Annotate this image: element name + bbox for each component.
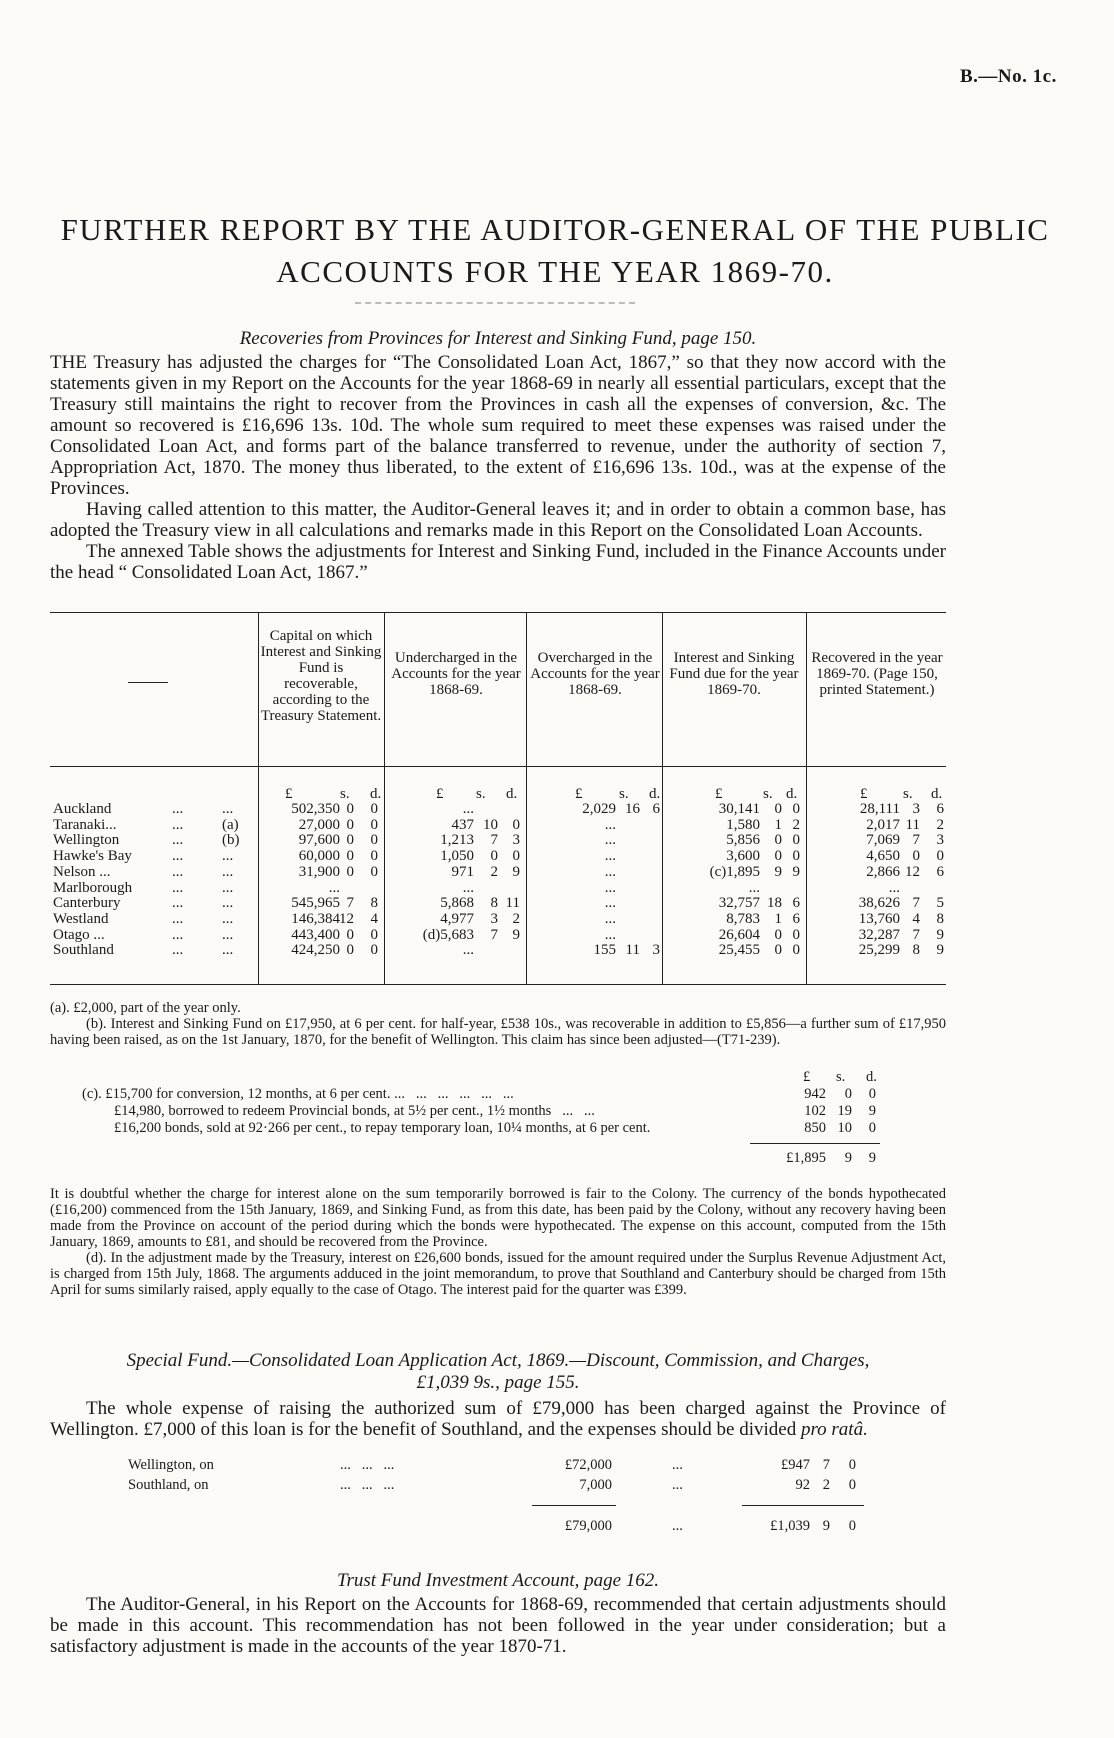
calc-line-pounds: 102 <box>804 1103 826 1119</box>
row-mark: (a) <box>222 816 239 833</box>
interest-due-pence: 2 <box>792 816 800 833</box>
calc-line-pounds: 942 <box>804 1086 826 1102</box>
overcharged-pence: 6 <box>652 801 660 817</box>
paragraph: The annexed Table shows the adjustments for Interest and Sinking Fund, included in the Finance Accounts under the head “ Consolidated Loan Act, 1867.” <box>50 541 946 583</box>
province-name: Otago ... <box>53 926 105 943</box>
calc-line-shillings: 0 <box>844 1086 852 1102</box>
row-mark: ... <box>222 879 234 896</box>
province-name: Nelson ... <box>53 863 111 880</box>
apportion-shillings: 7 <box>822 1457 830 1473</box>
table-row <box>0 817 1114 834</box>
paragraph: Having called attention to this matter, the Auditor-General leaves it; and in order to obtain a common base, has adopted the Treasury view in all calculations and remarks made in this Report on the Consolidated Loan Accounts. <box>50 499 946 541</box>
capital-pence: 0 <box>370 942 378 959</box>
calc-line-shillings: 19 <box>837 1103 852 1119</box>
interest-due-pounds: 26,604 <box>718 926 760 943</box>
table-row <box>0 832 1114 849</box>
undercharged-pounds: 437 <box>451 816 474 833</box>
leader-dots: ... <box>672 1477 683 1493</box>
calc-line-pence: 0 <box>868 1120 876 1136</box>
footnotes-a-b <box>50 1000 946 1048</box>
apportion-pence: 0 <box>848 1457 856 1473</box>
apportion-pence: 0 <box>848 1477 856 1493</box>
report-title-line2: ACCOUNTS FOR THE YEAR 1869-70. <box>276 254 834 289</box>
table-row <box>0 927 1114 944</box>
apportion-label: Wellington, on <box>128 1457 214 1473</box>
calc-total-shillings: 9 <box>844 1150 852 1166</box>
overcharged-pounds: ... <box>604 848 616 865</box>
recovered-shillings: 3 <box>912 801 920 817</box>
unit-pence: d. <box>786 786 798 802</box>
interest-due-shillings: 0 <box>774 832 782 849</box>
interest-due-pounds: (c)1,895 <box>709 863 760 880</box>
undercharged-pounds: ... <box>462 879 474 896</box>
capital-shillings: 0 <box>346 863 354 880</box>
capital-pounds: ... <box>328 879 340 896</box>
document-reference: B.—No. 1c. <box>960 66 1057 87</box>
province-name: Southland <box>53 942 114 959</box>
undercharged-pounds: ... <box>462 942 474 959</box>
interest-due-pounds: 1,580 <box>726 816 760 833</box>
leader-dots: ... <box>672 1457 683 1473</box>
column-header-interest-due: Interest and Sinking Fund due for the year 1869-70. <box>669 650 799 698</box>
interest-due-shillings: 0 <box>774 848 782 865</box>
overcharged-pounds: ... <box>604 832 616 849</box>
paragraph: It is doubtful whether the charge for interest alone on the sum temporarily borrowed is fair to the Colony. The currency of the bonds hypothecated (£16,200) commenced from the 15th January, 1869, and Sinking Fund, as from this date, has been paid by the Colony, without any recovery having been made from the Province on account of the period during which the bonds were hypothecated. The expense on this account, computed from the 15th January, 1869, amounts to £81, and should be recovered from the Province. <box>50 1186 946 1250</box>
recovered-pounds: 38,626 <box>858 895 900 912</box>
interest-due-pounds: ... <box>748 879 760 896</box>
overcharged-shillings: 16 <box>625 801 640 817</box>
capital-shillings: 0 <box>346 832 354 849</box>
recovered-shillings: 11 <box>905 816 920 833</box>
leader-dots: ... <box>172 801 184 817</box>
interest-due-pence: 6 <box>792 895 800 912</box>
unit-shillings: s. <box>476 786 486 802</box>
interest-due-pence: 0 <box>792 942 800 959</box>
unit-pence: d. <box>370 786 382 802</box>
column-header-recovered: Recovered in the year 1869-70. (Page 150, printed Statement.) <box>811 650 943 698</box>
apportion-pounds: £947 <box>781 1457 810 1473</box>
calc-total-pence: 9 <box>868 1150 876 1166</box>
recovered-shillings: 7 <box>912 832 920 849</box>
column-header-capital: Capital on which Interest and Sinking Fund is recoverable, according to the Treasury Statement. <box>260 628 382 724</box>
overcharged-pounds: 155 <box>593 942 616 959</box>
report-title-line1: FURTHER REPORT BY THE AUDITOR-GENERAL OF THE PUBLIC <box>60 212 1050 247</box>
paragraph <box>50 1398 946 1440</box>
capital-pence: 0 <box>370 801 378 817</box>
calc-line-label: (c). £15,700 for conversion, 12 months, at 6 per cent. ... ... ... ... ... ... <box>82 1086 514 1102</box>
undercharged-pence: 0 <box>512 816 520 833</box>
table-row <box>0 880 1114 897</box>
interest-due-pounds: 5,856 <box>726 832 760 849</box>
capital-shillings: 0 <box>346 926 354 943</box>
unit-pence: d. <box>506 786 518 802</box>
interest-due-pounds: 8,783 <box>726 910 760 927</box>
recovered-pounds: 32,287 <box>858 926 900 943</box>
overcharged-pounds: ... <box>604 926 616 943</box>
leader-dots: ... <box>172 926 184 943</box>
undercharged-shillings: 7 <box>490 926 498 943</box>
unit-shillings: s. <box>763 786 773 802</box>
apportion-shillings: 2 <box>822 1477 830 1493</box>
capital-pence: 0 <box>370 816 378 833</box>
capital-pence: 0 <box>370 863 378 880</box>
apportion-total-shillings: 9 <box>822 1518 830 1534</box>
header-blank-dash <box>128 682 168 683</box>
interest-due-shillings: 0 <box>774 942 782 959</box>
recovered-pounds: 4,650 <box>866 848 900 865</box>
section3-body <box>50 1594 946 1657</box>
interest-due-shillings: 1 <box>774 816 782 833</box>
undercharged-pounds: 971 <box>451 863 474 880</box>
recovered-pounds: ... <box>888 879 900 896</box>
capital-shillings: 0 <box>346 848 354 865</box>
capital-shillings: 0 <box>346 816 354 833</box>
capital-pounds: 60,000 <box>298 848 340 865</box>
recovered-pounds: 25,299 <box>858 942 900 959</box>
table-row <box>0 848 1114 865</box>
undercharged-pounds: 1,213 <box>440 832 474 849</box>
paragraph-text: The whole expense of raising the authorized sum of £79,000 has been charged against the Province of Wellington. £7,000 of this loan is for the benefit of Southland, and the expenses should be divided <box>50 1398 946 1440</box>
apportion-amount: 7,000 <box>579 1477 612 1493</box>
overcharged-shillings: 11 <box>625 942 640 959</box>
province-name: Hawke's Bay <box>53 848 132 865</box>
recovered-pence: 5 <box>936 895 944 912</box>
row-mark: ... <box>222 942 234 959</box>
table-top-rule <box>50 612 946 613</box>
leader-dots: ... ... ... <box>340 1477 395 1493</box>
recovered-pounds: 7,069 <box>866 832 900 849</box>
recovered-pence: 6 <box>936 801 944 817</box>
undercharged-shillings: 3 <box>490 910 498 927</box>
calc-total-pounds: £1,895 <box>786 1150 826 1166</box>
recovered-pence: 0 <box>936 848 944 865</box>
pro-rata: pro ratâ. <box>800 1419 868 1440</box>
interest-due-pence: 9 <box>792 863 800 880</box>
recovered-pence: 9 <box>936 942 944 959</box>
interest-due-pounds: 25,455 <box>718 942 760 959</box>
undercharged-pounds: (d)5,683 <box>422 926 474 943</box>
row-mark: ... <box>222 801 234 817</box>
overcharged-pounds: 2,029 <box>582 801 616 817</box>
calc-line-label: £14,980, borrowed to redeem Provincial bonds, at 5½ per cent., 1½ months ... ... <box>114 1103 595 1119</box>
undercharged-pence: 9 <box>512 926 520 943</box>
interest-due-shillings: 18 <box>767 895 782 912</box>
calc-line-label: £16,200 bonds, sold at 92·266 per cent., to repay temporary loan, 10¼ months, at 6 per cent. <box>114 1120 651 1136</box>
unit-shillings: s. <box>836 1069 846 1085</box>
unit-shillings: s. <box>340 786 350 802</box>
leader-dots: ... <box>172 848 184 865</box>
leader-dots: ... ... ... <box>340 1457 395 1473</box>
row-mark: ... <box>222 895 234 912</box>
capital-pounds: 443,400 <box>291 926 340 943</box>
row-mark: ... <box>222 910 234 927</box>
calc-total-rule <box>750 1143 880 1144</box>
unit-pence: d. <box>866 1069 877 1085</box>
province-name: Canterbury <box>53 895 121 912</box>
leader-dots: ... <box>172 942 184 959</box>
capital-pence: 0 <box>370 848 378 865</box>
interest-due-pounds: 32,757 <box>718 895 760 912</box>
row-mark: ... <box>222 848 234 865</box>
recovered-pence: 2 <box>936 816 944 833</box>
unit-pounds: £ <box>575 786 583 802</box>
paragraph: THE Treasury has adjusted the charges for “The Consolidated Loan Act, 1867,” so that they now accord with the statements given in my Report on the Accounts for the year 1868-69 in nearly all essential particulars, except that the Treasury still maintains the right to recover from the Provinces in cash all the expenses of conversion, &c. The amount so recovered is £16,696 13s. 10d. The whole sum required to meet these expenses was raised under the Consolidated Loan Act, and forms part of the balance transferred to revenue, under the authority of section 7, Appropriation Act, 1870. The money thus liberated, to the extent of £16,696 13s. 10d., was at the expense of the Provinces. <box>50 352 946 499</box>
capital-pounds: 97,600 <box>298 832 340 849</box>
interest-due-pence: 6 <box>792 910 800 927</box>
interest-due-pence: 0 <box>792 801 800 817</box>
table-row <box>0 801 1114 818</box>
leader-dots: ... <box>172 910 184 927</box>
overcharged-pounds: ... <box>604 895 616 912</box>
footnote-a: (a). £2,000, part of the year only. <box>50 1000 241 1016</box>
section-heading-recoveries: Recoveries from Provinces for Interest and Sinking Fund, page 150. <box>239 328 757 349</box>
undercharged-pence: 9 <box>512 863 520 880</box>
interest-due-shillings: 1 <box>774 910 782 927</box>
interest-due-pence: 0 <box>792 832 800 849</box>
row-mark: ... <box>222 926 234 943</box>
capital-pounds: 424,250 <box>291 942 340 959</box>
unit-pounds: £ <box>860 786 868 802</box>
table-row <box>0 911 1114 928</box>
footnote-d: (d). In the adjustment made by the Treasury, interest on £26,600 bonds, issued for the amount required under the Surplus Revenue Adjustment Act, is charged from 15th July, 1868. The arguments adduced in the joint memorandum, to prove that Southland and Canterbury should be charged from 15th April for sums similarly raised, apply equally to the case of Otago. The interest paid for the quarter was £399. <box>50 1250 946 1298</box>
overcharged-pence: 3 <box>652 942 660 959</box>
capital-pence: 8 <box>370 895 378 912</box>
row-mark: ... <box>222 863 234 880</box>
recovered-pence: 9 <box>936 926 944 943</box>
undercharged-pence: 2 <box>512 910 520 927</box>
table-row <box>0 864 1114 881</box>
capital-shillings: 0 <box>346 942 354 959</box>
province-name: Westland <box>53 910 109 927</box>
section-heading-special-fund-line2: £1,039 9s., page 155. <box>416 1372 580 1393</box>
apportion-label: Southland, on <box>128 1477 209 1493</box>
table-row <box>0 895 1114 912</box>
undercharged-pounds: 1,050 <box>440 848 474 865</box>
footnote-c-text <box>50 1186 946 1298</box>
undercharged-pence: 11 <box>505 895 520 912</box>
calc-line-pounds: 850 <box>804 1120 826 1136</box>
undercharged-shillings: 2 <box>490 863 498 880</box>
overcharged-pounds: ... <box>604 816 616 833</box>
interest-due-pence: 0 <box>792 926 800 943</box>
recovered-shillings: 0 <box>912 848 920 865</box>
recovered-shillings: 12 <box>905 863 920 880</box>
unit-pence: d. <box>931 786 943 802</box>
section-heading-special-fund: Special Fund.—Consolidated Loan Application Act, 1869.—Discount, Commission, and Charges, <box>126 1350 870 1371</box>
paragraph: The Auditor-General, in his Report on the Accounts for 1868-69, recommended that certain adjustments should be made in this account. This recommendation has not been followed in the year under consideration; but a satisfactory adjustment is made in the accounts of the year 1870-71. <box>50 1594 946 1657</box>
apportion-pounds: 92 <box>795 1477 810 1493</box>
recovered-pounds: 2,866 <box>866 863 900 880</box>
undercharged-pounds: ... <box>462 801 474 817</box>
section2-body <box>50 1398 946 1440</box>
footnote-b: (b). Interest and Sinking Fund on £17,950, at 6 per cent. for half-year, £538 10s., was recoverable in addition to £5,856—a further sum of £17,950 having been raised, as on the 1st January, 1870, for the benefit of Wellington. This claim has since been adjusted—(T71-239). <box>50 1016 946 1048</box>
apportion-total-amount: £79,000 <box>564 1518 612 1534</box>
section-heading-trust-fund: Trust Fund Investment Account, page 162. <box>336 1570 660 1591</box>
capital-pounds: 502,350 <box>291 801 340 817</box>
province-name: Taranaki... <box>53 816 117 833</box>
table-row <box>0 942 1114 959</box>
unit-pence: d. <box>649 786 661 802</box>
province-name: Auckland <box>53 801 112 817</box>
interest-due-pounds: 3,600 <box>726 848 760 865</box>
undercharged-shillings: 10 <box>483 816 498 833</box>
calc-line-pence: 0 <box>868 1086 876 1102</box>
unit-pounds: £ <box>715 786 723 802</box>
column-header-undercharged: Undercharged in the Accounts for the year 1868-69. <box>391 650 521 698</box>
apportion-total-pounds: £1,039 <box>770 1518 810 1534</box>
apportion-amount: £72,000 <box>564 1457 612 1473</box>
capital-pounds: 146,384 <box>291 910 340 927</box>
capital-shillings: 0 <box>346 801 354 817</box>
interest-due-shillings: 9 <box>774 863 782 880</box>
recovered-pounds: 28,111 <box>859 801 900 817</box>
recovered-pounds: 2,017 <box>866 816 900 833</box>
capital-pounds: 545,965 <box>291 895 340 912</box>
recovered-pence: 3 <box>936 832 944 849</box>
undercharged-pence: 3 <box>512 832 520 849</box>
calc-line-pence: 9 <box>868 1103 876 1119</box>
leader-dots: ... <box>172 832 184 849</box>
capital-pence: 0 <box>370 926 378 943</box>
leader-dots: ... <box>172 863 184 880</box>
recovered-shillings: 7 <box>912 895 920 912</box>
leader-dots: ... <box>172 895 184 912</box>
recovered-shillings: 4 <box>912 910 920 927</box>
interest-due-pence: 0 <box>792 848 800 865</box>
interest-due-pounds: 30,141 <box>718 801 760 817</box>
title-rule <box>355 302 635 304</box>
leader-dots: ... <box>172 816 184 833</box>
unit-pounds: £ <box>436 786 444 802</box>
column-header-overcharged: Overcharged in the Accounts for the year 1868-69. <box>530 650 660 698</box>
leader-dots: ... <box>672 1518 683 1534</box>
calc-line-shillings: 10 <box>837 1120 852 1136</box>
amount-total-rule <box>532 1505 616 1506</box>
capital-pounds: 27,000 <box>298 816 340 833</box>
unit-pounds: £ <box>803 1069 811 1085</box>
capital-shillings: 12 <box>339 910 354 927</box>
undercharged-pence: 0 <box>512 848 520 865</box>
unit-shillings: s. <box>619 786 629 802</box>
recovered-pence: 8 <box>936 910 944 927</box>
overcharged-pounds: ... <box>604 879 616 896</box>
capital-pence: 0 <box>370 832 378 849</box>
overcharged-pounds: ... <box>604 910 616 927</box>
undercharged-shillings: 8 <box>490 895 498 912</box>
unit-pounds: £ <box>285 786 293 802</box>
apportion-total-pence: 0 <box>848 1518 856 1534</box>
capital-shillings: 7 <box>346 895 354 912</box>
undercharged-shillings: 0 <box>490 848 498 865</box>
capital-pounds: 31,900 <box>298 863 340 880</box>
section1-body <box>50 352 946 583</box>
recovered-shillings: 7 <box>912 926 920 943</box>
leader-dots: ... <box>172 879 184 896</box>
interest-due-shillings: 0 <box>774 926 782 943</box>
recovered-shillings: 8 <box>912 942 920 959</box>
undercharged-pounds: 4,977 <box>440 910 474 927</box>
row-mark: (b) <box>222 832 240 849</box>
undercharged-shillings: 7 <box>490 832 498 849</box>
province-name: Marlborough <box>53 879 133 896</box>
recovered-pence: 6 <box>936 863 944 880</box>
recovered-pounds: 13,760 <box>858 910 900 927</box>
interest-due-shillings: 0 <box>774 801 782 817</box>
undercharged-pounds: 5,868 <box>440 895 474 912</box>
table-header-rule <box>50 766 946 767</box>
expense-total-rule <box>742 1505 864 1506</box>
province-name: Wellington <box>53 832 120 849</box>
overcharged-pounds: ... <box>604 863 616 880</box>
table-bottom-rule <box>50 984 946 985</box>
unit-shillings: s. <box>903 786 913 802</box>
capital-pence: 4 <box>370 910 378 927</box>
